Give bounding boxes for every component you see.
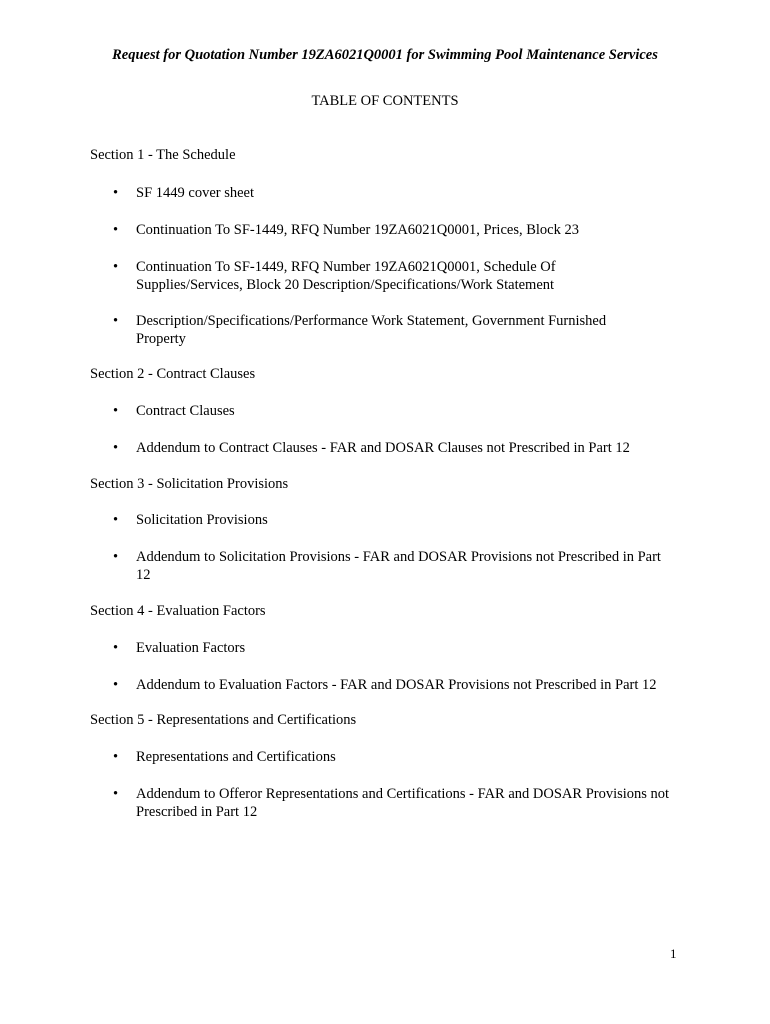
list-item-text: Addendum to Solicitation Provisions - FAR and DOSAR Provisions not Prescribed in Part 12 (136, 549, 661, 583)
bullet-icon: • (113, 677, 119, 693)
bullet-icon: • (113, 222, 119, 238)
bullet-icon: • (113, 640, 119, 656)
list-item-text: Contract Clauses (136, 403, 235, 419)
section-title: Section 5 - Representations and Certifications (90, 712, 357, 728)
list-item-text: Addendum to Evaluation Factors - FAR and DOSAR Provisions not Prescribed in Part 12 (136, 677, 657, 693)
bullet-icon: • (113, 313, 119, 329)
list-item-text: Continuation To SF-1449, RFQ Number 19ZA6021Q0001, Prices, Block 23 (136, 222, 579, 238)
section-title: Section 2 - Contract Clauses (90, 366, 256, 382)
bullet-icon: • (113, 549, 119, 565)
section-title: Section 3 - Solicitation Provisions (90, 476, 289, 492)
list-item-text: SF 1449 cover sheet (136, 185, 254, 201)
page-number: 1 (670, 946, 677, 961)
bullet-icon: • (113, 259, 119, 275)
list-item-text: Addendum to Offeror Representations and Certifications - FAR and DOSAR Provisions not Prescribed in Part 12 (136, 786, 670, 820)
bullet-icon: • (113, 512, 119, 528)
bullet-icon: • (113, 185, 119, 201)
list-item-text: Solicitation Provisions (136, 512, 268, 528)
bullet-icon: • (113, 786, 119, 802)
section-title: Section 4 - Evaluation Factors (90, 603, 266, 619)
list-item-text: Addendum to Contract Clauses - FAR and DOSAR Clauses not Prescribed in Part 12 (136, 440, 630, 456)
list-item-text: Representations and Certifications (136, 749, 336, 765)
bullet-icon: • (113, 749, 119, 765)
bullet-icon: • (113, 440, 119, 456)
section-title: Section 1 - The Schedule (90, 147, 236, 163)
document-header: Request for Quotation Number 19ZA6021Q0001 for Swimming Pool Maintenance Services (112, 47, 658, 63)
list-item-text: Description/Specifications/Performance Work Statement, Government Furnished Property (136, 313, 607, 347)
bullet-icon: • (113, 403, 119, 419)
list-item-text: Evaluation Factors (136, 640, 246, 656)
list-item-text: Continuation To SF-1449, RFQ Number 19ZA6021Q0001, Schedule Of Supplies/Services, Block 20 Description/Specifications/Work Statement (136, 259, 556, 293)
toc-title: TABLE OF CONTENTS (311, 93, 459, 109)
